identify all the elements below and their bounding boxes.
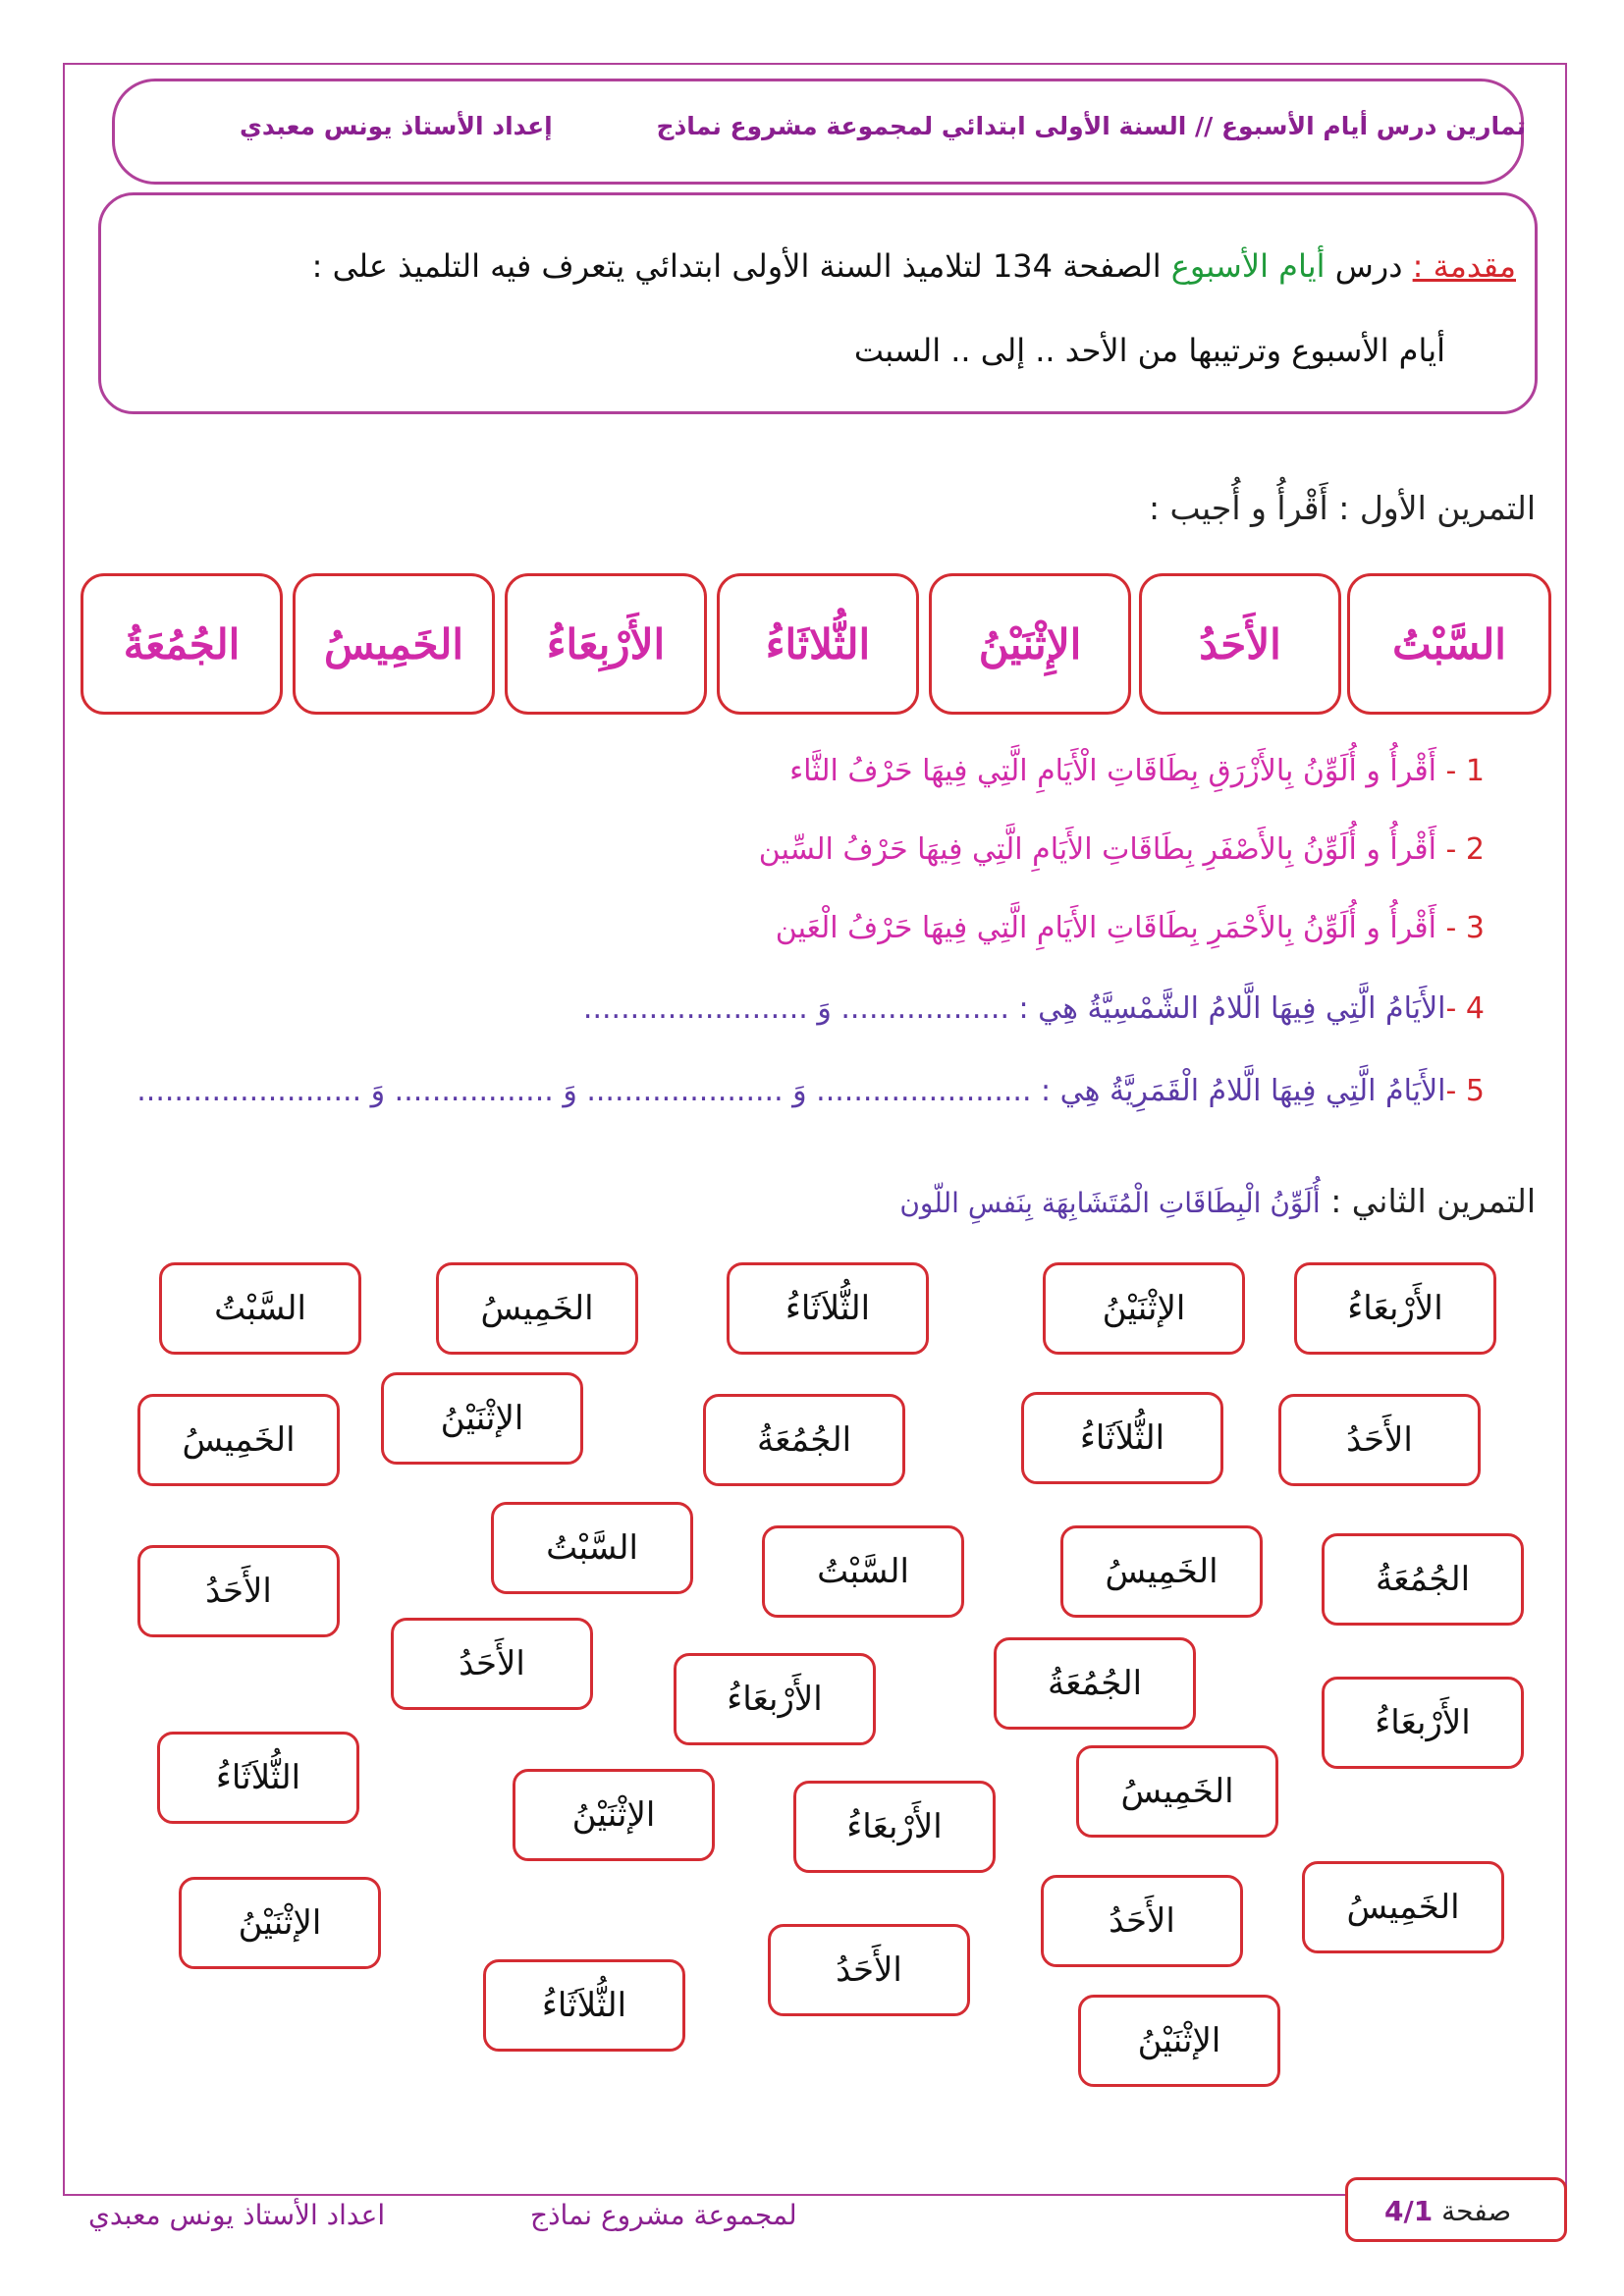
word-card: الخَمِيسُ bbox=[1060, 1525, 1263, 1618]
word-card: الإثْنَيْنُ bbox=[179, 1877, 381, 1969]
word-card: الإثْنَيْنُ bbox=[1043, 1262, 1245, 1355]
day-card: السَّبْتُ bbox=[1347, 573, 1551, 715]
word-card: السَّبْتُ bbox=[159, 1262, 361, 1355]
word-card: الإثْنَيْنُ bbox=[1078, 1995, 1280, 2087]
question-4 bbox=[583, 991, 1485, 1026]
question-text: الأَيَامُ الَّتِي فِيهَا الَّلامُ الشَّمْسِيَّةُ هِي : .................. وَ ........................ bbox=[582, 991, 1446, 1026]
intro-highlight: أيام الأسبوع bbox=[1170, 247, 1326, 285]
day-card: الخَمِيسُ bbox=[293, 573, 495, 715]
exercise2-title bbox=[899, 1182, 1536, 1220]
intro-line-1 bbox=[312, 247, 1516, 285]
exercise2-instruction: أُلَوِّنُ الْبِطَاقَاتِ الْمُتَشَابِهَة بِنَفسِ اللّون bbox=[899, 1187, 1321, 1219]
question-text: الأَيَامُ الَّتِي فِيهَا الَّلامُ الْقَمَرِيَّةُ هِي : ....................... وَ ..................... وَ ................. وَ ........................ bbox=[136, 1074, 1446, 1108]
word-card: الجُمُعَةُ bbox=[994, 1637, 1196, 1730]
exercise1-instruction: أَقْرأُ و أُجيب : bbox=[1148, 489, 1328, 527]
word-card: الإثْنَيْنُ bbox=[381, 1372, 583, 1465]
day-card: الإِثْنَيْنُ bbox=[929, 573, 1131, 715]
word-card: الأَرْبعَاءُ bbox=[674, 1653, 876, 1745]
word-card: الإثْنَيْنُ bbox=[513, 1769, 715, 1861]
word-card: الخَمِيسُ bbox=[436, 1262, 638, 1355]
question-5 bbox=[136, 1074, 1485, 1108]
intro-line-2: أيام الأسبوع وترتيبها من الأحد .. إلى .. السبت bbox=[853, 332, 1445, 369]
question-1 bbox=[789, 754, 1485, 788]
word-card: السَّبْتُ bbox=[762, 1525, 964, 1618]
word-card: الأَرْبعَاءُ bbox=[793, 1781, 996, 1873]
exercise1-title-text: التمرين الأول : bbox=[1327, 489, 1536, 527]
word-card: الثُّلاَثَاءُ bbox=[157, 1732, 359, 1824]
intro-box bbox=[98, 192, 1538, 414]
question-text: أَقْرأُ و أُلَوِّنُ بِالأَحْمَرِ بِطَاقَاتِ الأَيَامِ الَّتِي فِيهَا حَرْفُ الْعَين bbox=[775, 911, 1446, 945]
word-card: الثُّلاَثَاءُ bbox=[727, 1262, 929, 1355]
day-card: الأَرْبِعَاءُ bbox=[505, 573, 707, 715]
word-card: الخَمِيسُ bbox=[137, 1394, 340, 1486]
day-card: الثُّلاثَاءُ bbox=[717, 573, 919, 715]
word-card: الثُّلاَثَاءُ bbox=[1021, 1392, 1223, 1484]
exercise2-title-text: التمرين الثاني : bbox=[1320, 1182, 1536, 1220]
question-2 bbox=[759, 832, 1485, 867]
word-card: الجُمُعَةُ bbox=[703, 1394, 905, 1486]
question-text: أَقْرأُ و أُلَوِّنُ بِالأَزْرَقِ بِطَاقَاتِ الْأَيَامِ الَّتِي فِيهَا حَرْفُ الثَّاء bbox=[789, 754, 1446, 788]
word-card: الجُمُعَةُ bbox=[1322, 1533, 1524, 1626]
exercise1-title bbox=[1149, 489, 1536, 527]
day-card: الأَحَدُ bbox=[1139, 573, 1341, 715]
question-3 bbox=[776, 911, 1485, 945]
footer-author: اعداد الأستاذ يونس معبدي bbox=[88, 2199, 386, 2231]
question-number: 4 - bbox=[1445, 991, 1485, 1026]
word-card: الأَحَدُ bbox=[1278, 1394, 1481, 1486]
page-number bbox=[1384, 2195, 1511, 2227]
word-card: الأَحَدُ bbox=[391, 1618, 593, 1710]
page-label: صفحة bbox=[1433, 2195, 1512, 2227]
intro-text-a: درس bbox=[1325, 247, 1413, 285]
word-card: الأَحَدُ bbox=[768, 1924, 970, 2016]
question-number: 2 - bbox=[1445, 832, 1485, 867]
question-number: 1 - bbox=[1445, 754, 1485, 788]
question-text: أَقْرأُ و أُلَوِّنُ بِالأَصْفَرِ بِطَاقَاتِ الأَيَامِ الَّتِي فِيهَا حَرْفُ السِّين bbox=[758, 832, 1446, 867]
question-number: 5 - bbox=[1445, 1074, 1485, 1108]
word-card: الأَحَدُ bbox=[137, 1545, 340, 1637]
intro-label: مقدمة : bbox=[1412, 247, 1516, 285]
word-card: الثُّلاَثَاءُ bbox=[483, 1959, 685, 2052]
word-card: الخَمِيسُ bbox=[1302, 1861, 1504, 1953]
word-card: الخَمِيسُ bbox=[1076, 1745, 1278, 1838]
word-card: الأَرْبعَاءُ bbox=[1294, 1262, 1496, 1355]
intro-text-b: الصفحة 134 لتلاميذ السنة الأولى ابتدائي يتعرف فيه التلميذ على : bbox=[311, 247, 1171, 285]
header-title: تمارين درس أيام الأسبوع // السنة الأولى ابتدائي لمجموعة مشروع نماذج bbox=[656, 112, 1526, 140]
footer-group: لمجموعة مشروع نماذج bbox=[530, 2199, 797, 2231]
word-card: السَّبْتُ bbox=[491, 1502, 693, 1594]
word-card: الأَرْبعَاءُ bbox=[1322, 1677, 1524, 1769]
day-card: الجُمُعَةُ bbox=[81, 573, 283, 715]
header-author: إعداد الأستاذ يونس معبدي bbox=[240, 112, 553, 140]
page-value: 4/1 bbox=[1384, 2195, 1434, 2227]
question-number: 3 - bbox=[1445, 911, 1485, 945]
word-card: الأَحَدُ bbox=[1041, 1875, 1243, 1967]
